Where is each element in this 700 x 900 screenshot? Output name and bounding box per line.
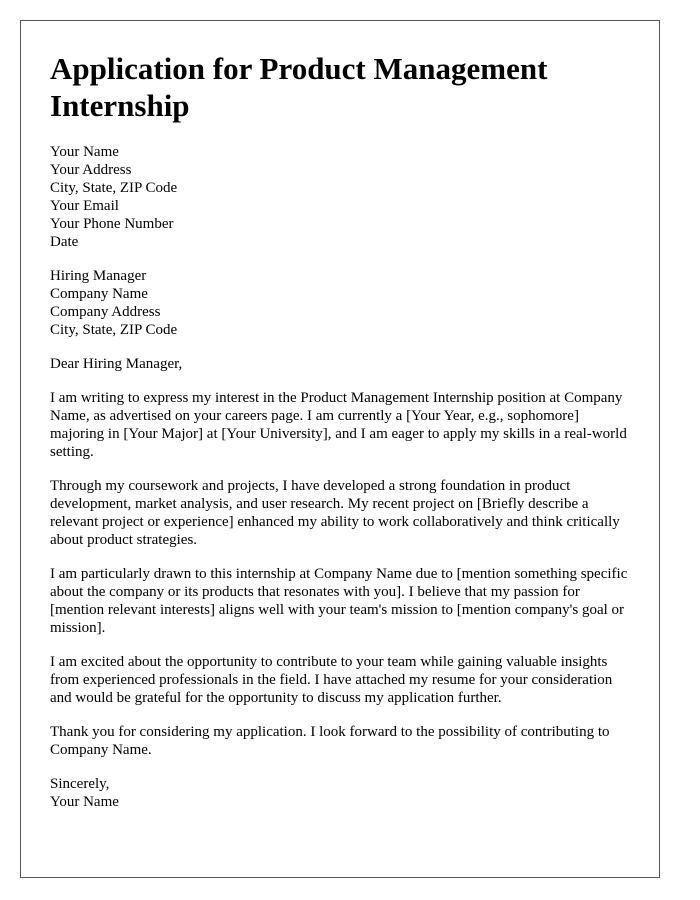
body-paragraph: I am excited about the opportunity to contribute to your team while gaining valuable insights from experienced professionals in the field. I have attached my resume for your consideration and would be grateful for the opportunity to discuss my application further.	[50, 654, 613, 706]
body-paragraph: Through my coursework and projects, I have developed a strong foundation in product development, market analysis, and user research. My recent project on [Briefly describe a relevant project or experience] enhanced my ability to work collaboratively and think critically about product strategies.	[50, 478, 620, 548]
letter-date: Date	[50, 234, 79, 250]
sender-name: Your Name	[50, 144, 119, 160]
recipient-city-state-zip: City, State, ZIP Code	[50, 322, 178, 338]
closing-phrase: Sincerely,	[50, 776, 110, 792]
recipient-address: Company Address	[50, 304, 161, 320]
recipient-title: Hiring Manager	[50, 268, 147, 284]
recipient-address-block	[50, 267, 631, 339]
sender-email: Your Email	[50, 198, 119, 214]
sender-city-state-zip: City, State, ZIP Code	[50, 180, 178, 196]
body-paragraph: I am writing to express my interest in the Product Management Internship position at Company Name, as advertised on your careers page. I am currently a [Your Year, e.g., sophomore] majoring in [Your Major] at [Your University], and I am eager to apply my skills in a real-world setting.	[50, 390, 627, 460]
body-paragraph: I am particularly drawn to this internship at Company Name due to [mention something specific about the company or its products that resonates with you]. I believe that my passion for [mention relevant interests] aligns well with your team's mission to [mention company's goal or mission].	[50, 566, 628, 636]
salutation: Dear Hiring Manager,	[50, 356, 183, 372]
letter-page	[20, 20, 660, 878]
sender-address: Your Address	[50, 162, 132, 178]
letter-title: Application for Product Management Internship	[50, 51, 548, 123]
sender-address-block	[50, 143, 631, 251]
sender-phone: Your Phone Number	[50, 216, 174, 232]
signature-name: Your Name	[50, 794, 119, 810]
recipient-company: Company Name	[50, 286, 148, 302]
closing-block	[50, 775, 631, 811]
body-paragraph: Thank you for considering my application. I look forward to the possibility of contributing to Company Name.	[50, 724, 610, 758]
